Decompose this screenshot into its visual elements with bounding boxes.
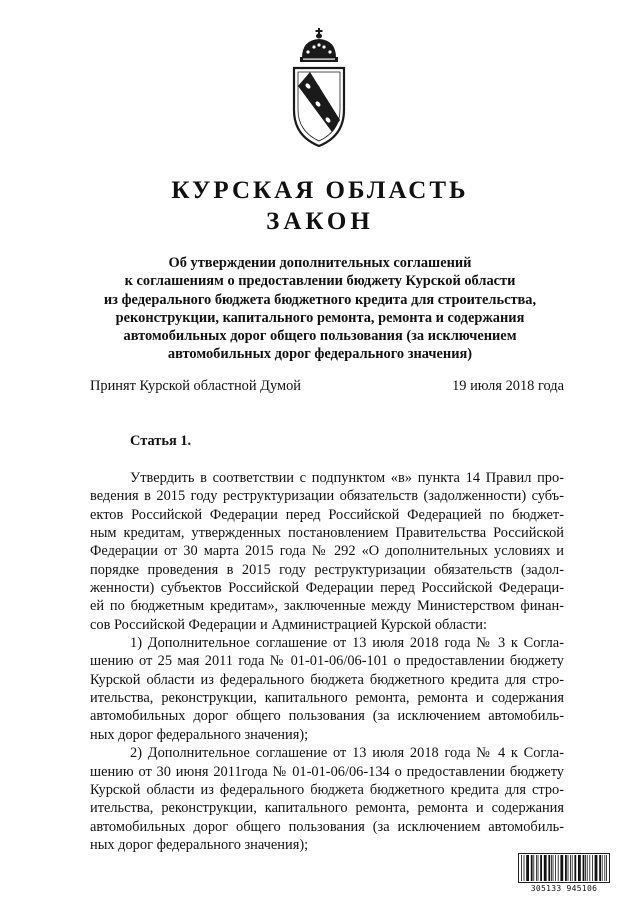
body-line: шению от 30 июня 2011года № 01-01-06/06-134 о предоставлении бюджету (90, 763, 564, 780)
body-line: ных дорог федерального значения); (90, 836, 309, 853)
barcode-bar (544, 855, 547, 881)
adoption-line (90, 377, 564, 395)
barcode-bar (560, 855, 563, 881)
barcode-number: 305133 945106 (530, 884, 598, 893)
barcode-bar (538, 855, 539, 881)
barcode-bar (548, 855, 550, 881)
title-line: Об утверждении дополнительных соглашений (168, 255, 472, 271)
body-line: Утвердить в соответствии с подпунктом «в» пункта 14 Правил про- (130, 470, 564, 486)
article-heading: Статья 1. (130, 433, 192, 449)
barcode-bar (595, 855, 598, 881)
barcode-bar (589, 855, 590, 881)
body-line: ных дорог федерального значения); (90, 726, 309, 743)
adopted-by: Принят Курской областной Думой (90, 378, 301, 394)
body-line: 2) Дополнительное соглашение от 13 июля 2018 года № 4 к Согла- (130, 745, 564, 762)
barcode-bar (555, 855, 556, 881)
barcode-bar (565, 855, 567, 881)
body-line: ным кредитам, утвержденных постановлением Правительства Российской (90, 525, 564, 542)
barcode-bar (583, 855, 585, 881)
title-line: реконструкции, капитального ремонта, ремонта и содержания (115, 309, 525, 326)
body-line: ительства, реконструкции, капитального ремонта, ремонта и содержания (90, 690, 564, 707)
barcode-bar (602, 855, 603, 881)
barcode-bar (592, 855, 593, 881)
body-line: автомобильных дорог общего пользования (за исключением автомобиль- (90, 818, 564, 835)
body-line: ведения в 2015 году реструктуризации обязательств (задолженности) субъ- (90, 488, 564, 505)
barcode-bars-icon (518, 853, 610, 883)
body-line: 1) Дополнительное соглашение от 13 июля 2018 года № 3 к Согла- (130, 635, 564, 652)
barcode-bar (570, 855, 571, 881)
barcode-bar (568, 855, 569, 881)
body-line: женности) субъектов Российской Федерации перед Российской Федераци- (90, 580, 564, 597)
barcode-bar (521, 855, 522, 881)
body-line: Курской области из федерального бюджета бюджетного кредита для стро- (90, 781, 564, 798)
body-line: ектов Российской Федерации перед Российской Федерацией по бюджет- (90, 506, 564, 523)
barcode-bar (574, 855, 576, 881)
barcode-bar (536, 855, 537, 881)
barcode-bar (606, 855, 607, 881)
adoption-date: 19 июля 2018 года (452, 378, 564, 394)
barcode-bar (578, 855, 581, 881)
barcode-bar (572, 855, 573, 881)
barcode-bar (533, 855, 534, 881)
coat-of-arms-icon (288, 28, 350, 148)
body-line: Федерации от 30 марта 2015 года № 292 «О дополнительных условиях и (90, 543, 564, 560)
title-line: к соглашениям о предоставлении бюджету Курской области (124, 273, 516, 290)
article-body (90, 469, 564, 854)
region-heading: КУРСКАЯ ОБЛАСТЬ (171, 177, 469, 204)
body-line: шению от 25 мая 2011 года № 01-01-06/06-101 о предоставлении бюджету (90, 653, 564, 670)
law-title (60, 254, 580, 364)
barcode-bar (526, 855, 529, 881)
barcode (518, 853, 610, 897)
document-type-heading: ЗАКОН (266, 208, 374, 235)
barcode-bar (551, 855, 552, 881)
barcode-bar (553, 855, 554, 881)
barcode-bar (531, 855, 533, 881)
barcode-bar (524, 855, 525, 881)
barcode-bar (599, 855, 601, 881)
barcode-bar (558, 855, 559, 881)
title-line: автомобильных дорог общего пользования (за исключением (123, 328, 517, 345)
title-line: из федерального бюджета бюджетного кредита для строительства, (103, 291, 537, 308)
barcode-bar (604, 855, 605, 881)
body-line: автомобильных дорог общего пользования (за исключением автомобиль- (90, 708, 564, 725)
body-line: сов Российской Федерации и Администрацией Курской области: (90, 616, 487, 633)
barcode-bar (585, 855, 586, 881)
body-line: порядке проведения в 2015 году реструктуризации обязательств (задол- (90, 561, 564, 578)
body-line: ительства, реконструкции, капитального ремонта, ремонта и содержания (90, 800, 564, 817)
body-line: ей по бюджетным кредитам», заключенные между Министерством финан- (90, 598, 564, 615)
barcode-bar (587, 855, 588, 881)
body-line: Курской области из федерального бюджета бюджетного кредита для стро- (90, 671, 564, 688)
title-line: автомобильных дорог федерального значения) (167, 346, 473, 363)
barcode-bar (540, 855, 542, 881)
